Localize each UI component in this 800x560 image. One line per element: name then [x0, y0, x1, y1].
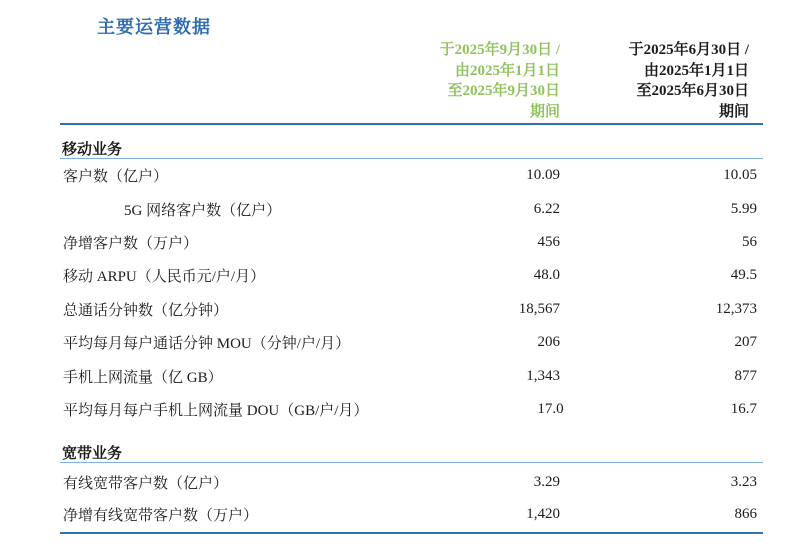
- row-value-current: 48.0: [533, 267, 560, 284]
- row-label: 净增客户数（万户）: [63, 235, 199, 252]
- row-value-current: 456: [537, 233, 560, 250]
- header-line: 至2025年6月30日: [636, 83, 749, 99]
- table-row: [60, 226, 763, 259]
- row-label: 平均每月每户手机上网流量 DOU（GB/户/月）: [63, 402, 369, 419]
- row-value-current: 1,343: [526, 367, 560, 384]
- row-label: 移动 ARPU（人民币元/户/月）: [63, 269, 266, 286]
- table-row: [60, 466, 763, 499]
- row-value-prior: 49.5: [730, 267, 757, 284]
- row-value-current: 17.0: [537, 400, 564, 417]
- bottom-rule: [60, 532, 763, 534]
- column-header-prior-period: [562, 40, 763, 122]
- row-value-prior: 10.05: [723, 167, 757, 184]
- page-title: 主要运营数据: [97, 17, 211, 37]
- table-row: [60, 393, 763, 426]
- row-value-prior: 12,373: [715, 300, 757, 317]
- row-value-current: 18,567: [518, 300, 560, 317]
- row-value-current: 6.22: [533, 200, 560, 217]
- section-title-mobile: 移动业务: [60, 125, 763, 159]
- header-spacer: [60, 40, 361, 122]
- row-label: 有线宽带客户数（亿户）: [63, 475, 229, 492]
- broadband-rows: [60, 463, 763, 531]
- row-value-current: 1,420: [526, 506, 560, 523]
- row-value-current: 3.29: [533, 473, 560, 490]
- header-line: 期间: [718, 103, 749, 120]
- table-row: [60, 159, 763, 192]
- row-value-prior: 56: [742, 233, 757, 250]
- row-value-prior: 16.7: [730, 400, 757, 417]
- row-value-prior: 207: [734, 334, 757, 351]
- header-line: 期间: [529, 103, 560, 120]
- row-value-prior: 5.99: [730, 200, 757, 217]
- table-row: [60, 359, 763, 392]
- row-value-current: 10.09: [526, 167, 560, 184]
- row-value-prior: 877: [734, 367, 757, 384]
- row-value-prior: 3.23: [730, 473, 757, 490]
- row-label: 手机上网流量（亿 GB）: [63, 369, 223, 386]
- table-row: [60, 326, 763, 359]
- table-row: [60, 259, 763, 292]
- row-value-prior: 866: [734, 506, 757, 523]
- section-title-broadband: 宽带业务: [60, 426, 763, 463]
- row-label: 总通话分钟数（亿分钟）: [63, 302, 229, 319]
- column-header-current-period: [361, 40, 562, 122]
- operating-data-table: [60, 40, 763, 534]
- row-label: 平均每月每户通话分钟 MOU（分钟/户/月）: [63, 336, 351, 353]
- table-row: [60, 293, 763, 326]
- table-row: [60, 192, 763, 225]
- header-line: 由2025年1月1日: [454, 62, 560, 79]
- table-row: [60, 499, 763, 532]
- table-header: [60, 40, 763, 122]
- row-label: 5G 网络客户数（亿户）: [124, 202, 282, 219]
- header-line: 于2025年9月30日 /: [439, 42, 560, 58]
- header-line: 至2025年9月30日: [447, 83, 560, 99]
- row-value-current: 206: [537, 334, 560, 351]
- row-label: 净增有线宽带客户数（万户）: [63, 508, 259, 525]
- row-label: 客户数（亿户）: [63, 169, 169, 186]
- mobile-rows: [60, 159, 763, 426]
- header-line: 于2025年6月30日 /: [628, 42, 749, 58]
- header-line: 由2025年1月1日: [643, 62, 749, 79]
